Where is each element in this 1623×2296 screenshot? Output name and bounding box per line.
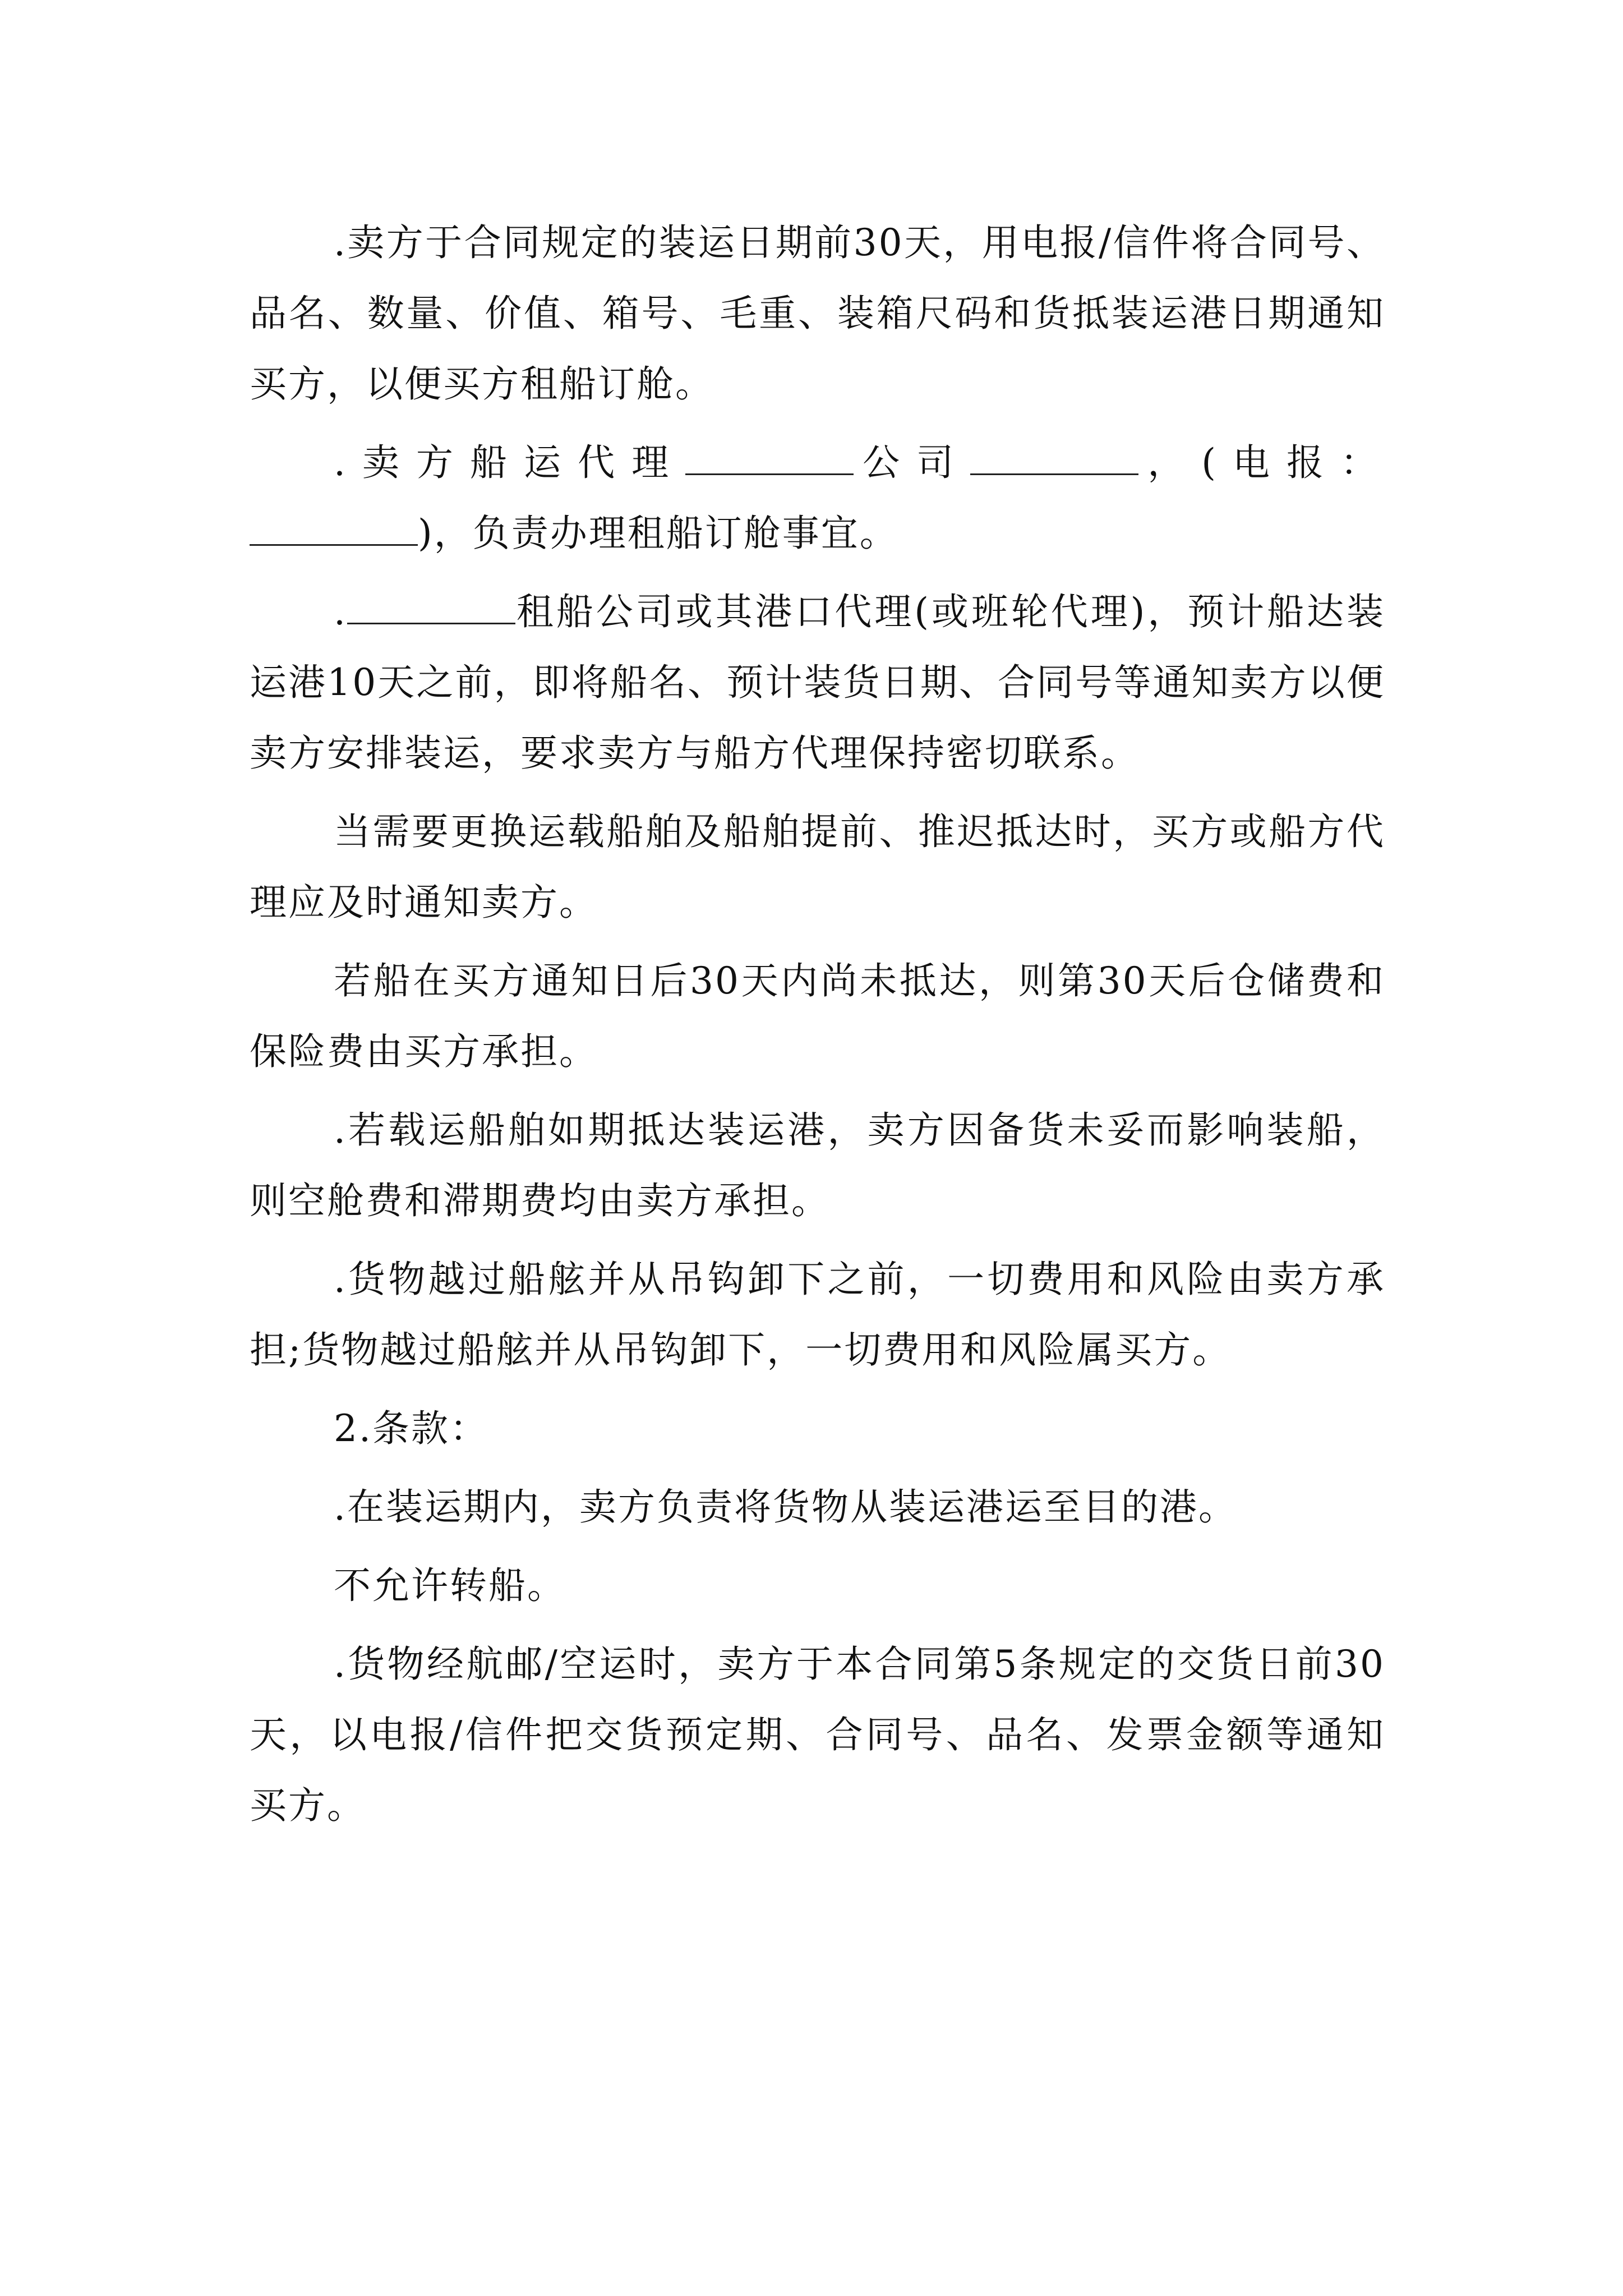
document-body bbox=[250, 208, 1385, 1849]
paragraph-airmail-notice: .货物经航邮/空运时，卖方于本合同第5条规定的交货日前30天，以电报/信件把交货预定期、合同号、品名、发票金额等通知买方。 bbox=[250, 1642, 1385, 1827]
paragraph-vessel-change: 当需要更换运载船舶及船舶提前、推迟抵达时，买方或船方代理应及时通知卖方。 bbox=[250, 810, 1385, 924]
paragraph-shipping-agent-tail: )，负责办理租船订舱事宜。 bbox=[418, 512, 898, 555]
telegram-blank bbox=[250, 508, 418, 546]
paragraph-shipping-agent-cont bbox=[250, 498, 1385, 569]
paragraph-shipping-agent bbox=[250, 427, 1385, 498]
section-heading-terms: 2.条款： bbox=[334, 1407, 488, 1450]
chartering-company-blank bbox=[347, 587, 515, 624]
paragraph-dead-freight: .若载运船舶如期抵达装运港，卖方因备货未妥而影响装船，则空舱费和滞期费均由卖方承担。 bbox=[250, 1108, 1385, 1222]
paragraph-chartering-company bbox=[250, 577, 1385, 789]
company-name-blank bbox=[970, 438, 1138, 475]
agent-name-blank bbox=[685, 438, 854, 475]
paragraph-seller-transport: .在装运期内，卖方负责将货物从装运港运至目的港。 bbox=[334, 1485, 1237, 1529]
paragraph-shipping-agent-company: 公司 bbox=[854, 441, 971, 484]
paragraph-chartering-lead: . bbox=[334, 590, 347, 633]
paragraph-no-transshipment: 不允许转船。 bbox=[334, 1564, 566, 1607]
paragraph-chartering-body: 租船公司或其港口代理(或班轮代理)，预计船达装运港10天之前，即将船名、预计装货日期、合同号等通知卖方以便卖方安排装运，要求卖方与船方代理保持密切联系。 bbox=[250, 590, 1385, 775]
paragraph-shipping-agent-telegram: ，(电报： bbox=[1138, 441, 1386, 484]
paragraph-vessel-delay: 若船在买方通知日后30天内尚未抵达，则第30天后仓储费和保险费由买方承担。 bbox=[250, 959, 1385, 1073]
paragraph-shipping-agent-lead: .卖方船运代理 bbox=[334, 441, 686, 484]
paragraph-shipping-notice: .卖方于合同规定的装运日期前30天，用电报/信件将合同号、品名、数量、价值、箱号、毛重、装箱尺码和货抵装运港日期通知买方，以便买方租船订舱。 bbox=[250, 221, 1385, 406]
paragraph-risk-transfer: .货物越过船舷并从吊钩卸下之前，一切费用和风险由卖方承担;货物越过船舷并从吊钩卸下，一切费用和风险属买方。 bbox=[250, 1258, 1385, 1372]
